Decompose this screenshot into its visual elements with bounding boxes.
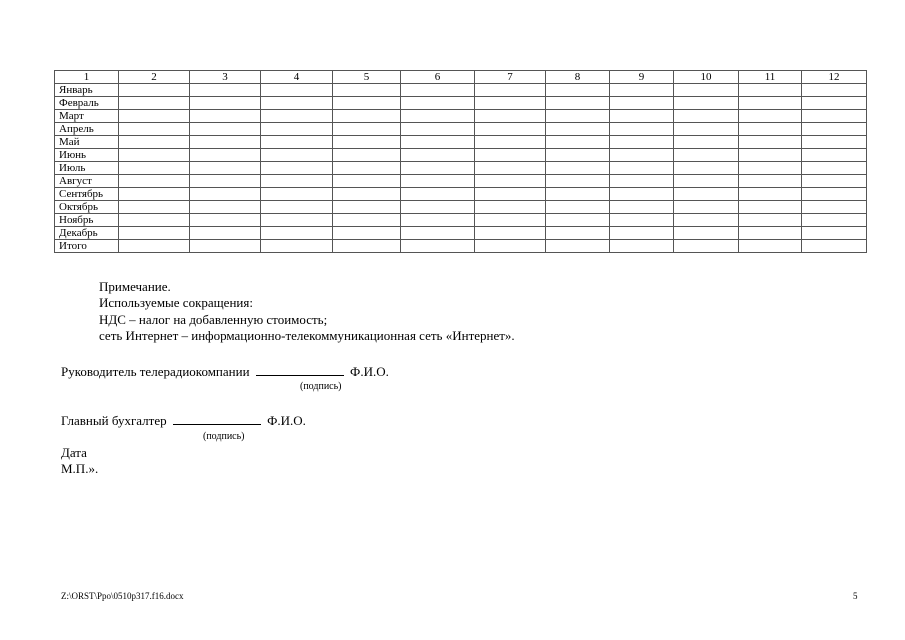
table-cell [802,84,867,97]
table-cell [190,123,261,136]
table-cell [546,149,610,162]
month-label: Июль [55,162,119,175]
table-cell [802,227,867,240]
table-cell [119,201,190,214]
table-cell [674,188,739,201]
table-cell [261,84,333,97]
table-row [55,123,867,136]
column-header: 4 [261,71,333,84]
table-cell [261,110,333,123]
table-cell [546,162,610,175]
table-cell [739,201,802,214]
table-cell [401,162,475,175]
table-cell [190,162,261,175]
table-cell [190,110,261,123]
table-cell [333,240,401,253]
table-row [55,188,867,201]
table-cell [475,149,546,162]
month-label: Июнь [55,149,119,162]
table-cell [119,214,190,227]
director-signature-caption: (подпись) [300,381,342,392]
table-cell [401,110,475,123]
month-label: Апрель [55,123,119,136]
column-header: 5 [333,71,401,84]
table-cell [475,240,546,253]
month-label: Февраль [55,97,119,110]
column-header: 8 [546,71,610,84]
table-cell [475,97,546,110]
table-cell [674,175,739,188]
table-row [55,175,867,188]
table-cell [546,175,610,188]
accountant-signature-blank [173,413,261,425]
column-header: 2 [119,71,190,84]
table-row [55,162,867,175]
table-row [55,240,867,253]
director-signature-line [61,364,389,380]
table-cell [333,175,401,188]
table-cell [475,188,546,201]
table-cell [119,136,190,149]
table-cell [190,201,261,214]
table-row [55,110,867,123]
table-cell [190,149,261,162]
table-cell [119,188,190,201]
table-cell [674,227,739,240]
table-cell [674,149,739,162]
table-cell [333,149,401,162]
table-cell [475,175,546,188]
table-cell [802,214,867,227]
table-cell [674,123,739,136]
footer-file-path: Z:\ORST\Ppo\0510p317.f16.docx [61,591,184,601]
table-cell [610,201,674,214]
page-number: 5 [853,591,858,601]
table-header-row [55,71,867,84]
director-label: Руководитель телерадиокомпании [61,364,250,379]
table-cell [261,175,333,188]
table-cell [261,123,333,136]
table-cell [119,110,190,123]
table-cell [261,149,333,162]
table-cell [802,149,867,162]
table-cell [739,110,802,123]
table-cell [333,188,401,201]
table-row [55,84,867,97]
table-cell [261,201,333,214]
table-cell [674,162,739,175]
column-header: 1 [55,71,119,84]
table-cell [401,214,475,227]
table-cell [119,149,190,162]
abbreviations-title: Используемые сокращения: [99,295,253,310]
table-cell [610,110,674,123]
note-heading: Примечание. [99,279,171,294]
column-header: 12 [802,71,867,84]
abbreviation-internet: сеть Интернет – информационно-телекоммуникационная сеть «Интернет». [99,328,515,343]
director-signature-blank [256,364,344,376]
table-cell [119,123,190,136]
table-cell [401,123,475,136]
table-cell [401,227,475,240]
table-cell [261,214,333,227]
table-cell [610,175,674,188]
table-cell [401,201,475,214]
table-cell [739,162,802,175]
table-cell [802,175,867,188]
table-cell [739,149,802,162]
table-cell [401,188,475,201]
table-cell [674,240,739,253]
table-cell [802,110,867,123]
table-cell [190,214,261,227]
table-cell [119,227,190,240]
table-cell [333,214,401,227]
table-row [55,227,867,240]
accountant-signature-caption: (подпись) [203,431,245,442]
column-header: 7 [475,71,546,84]
month-label: Декабрь [55,227,119,240]
month-label: Итого [55,240,119,253]
table-cell [190,97,261,110]
table-cell [610,214,674,227]
month-label: Октябрь [55,201,119,214]
table-cell [401,175,475,188]
table-cell [401,240,475,253]
table-cell [261,162,333,175]
table-cell [190,84,261,97]
table-cell [190,136,261,149]
table-cell [333,201,401,214]
month-label: Сентябрь [55,188,119,201]
table-cell [610,162,674,175]
table-cell [610,123,674,136]
month-label: Май [55,136,119,149]
table-cell [802,188,867,201]
table-cell [739,84,802,97]
table-cell [546,110,610,123]
table-cell [802,162,867,175]
table-cell [475,201,546,214]
table-cell [475,123,546,136]
table-cell [674,201,739,214]
table-cell [401,97,475,110]
table-cell [610,227,674,240]
column-header: 10 [674,71,739,84]
table-cell [739,227,802,240]
table-cell [546,123,610,136]
table-row [55,97,867,110]
table-cell [475,84,546,97]
accountant-name: Ф.И.О. [267,413,306,428]
table-cell [119,240,190,253]
table-cell [739,214,802,227]
table-row [55,214,867,227]
table-cell [546,136,610,149]
table-cell [802,123,867,136]
table-cell [610,188,674,201]
table-cell [802,136,867,149]
stamp-label: М.П.». [61,461,99,476]
table-cell [546,188,610,201]
table-cell [546,201,610,214]
table-cell [674,214,739,227]
table-cell [190,240,261,253]
table-cell [261,227,333,240]
date-label: Дата [61,445,87,460]
table-cell [475,162,546,175]
table-cell [674,110,739,123]
table-cell [546,240,610,253]
month-label: Январь [55,84,119,97]
month-label: Ноябрь [55,214,119,227]
table-cell [674,97,739,110]
table-cell [333,136,401,149]
table-cell [119,97,190,110]
table-cell [261,136,333,149]
table-cell [802,240,867,253]
director-name: Ф.И.О. [350,364,389,379]
table-cell [119,84,190,97]
table-cell [546,214,610,227]
table-cell [261,240,333,253]
column-header: 11 [739,71,802,84]
table-cell [546,227,610,240]
table-cell [261,188,333,201]
table-row [55,136,867,149]
column-header: 3 [190,71,261,84]
table-cell [401,136,475,149]
table-cell [190,227,261,240]
table-cell [261,97,333,110]
table-cell [475,136,546,149]
table-cell [802,97,867,110]
table-cell [119,175,190,188]
table-cell [333,227,401,240]
table-cell [546,84,610,97]
table-cell [333,84,401,97]
table-cell [610,240,674,253]
table-cell [739,97,802,110]
column-header: 6 [401,71,475,84]
table-cell [475,227,546,240]
table-cell [739,175,802,188]
table-cell [739,123,802,136]
table-cell [401,149,475,162]
table-row [55,201,867,214]
table-cell [475,214,546,227]
table-cell [674,84,739,97]
table-cell [190,175,261,188]
column-header: 9 [610,71,674,84]
table-cell [546,97,610,110]
table-cell [739,136,802,149]
table-cell [401,84,475,97]
table-body [55,84,867,253]
table-cell [333,123,401,136]
table-cell [674,136,739,149]
table-row [55,149,867,162]
accountant-label: Главный бухгалтер [61,413,167,428]
table-cell [739,188,802,201]
table-cell [333,110,401,123]
table-cell [190,188,261,201]
table-cell [610,84,674,97]
abbreviation-vat: НДС – налог на добавленную стоимость; [99,312,328,327]
table-cell [739,240,802,253]
table-cell [475,110,546,123]
table-cell [610,97,674,110]
table-cell [802,201,867,214]
table-cell [610,136,674,149]
table-cell [333,162,401,175]
table-cell [333,97,401,110]
month-label: Март [55,110,119,123]
month-label: Август [55,175,119,188]
monthly-table [54,70,867,253]
table-cell [119,162,190,175]
accountant-signature-line [61,413,306,429]
table-cell [610,149,674,162]
